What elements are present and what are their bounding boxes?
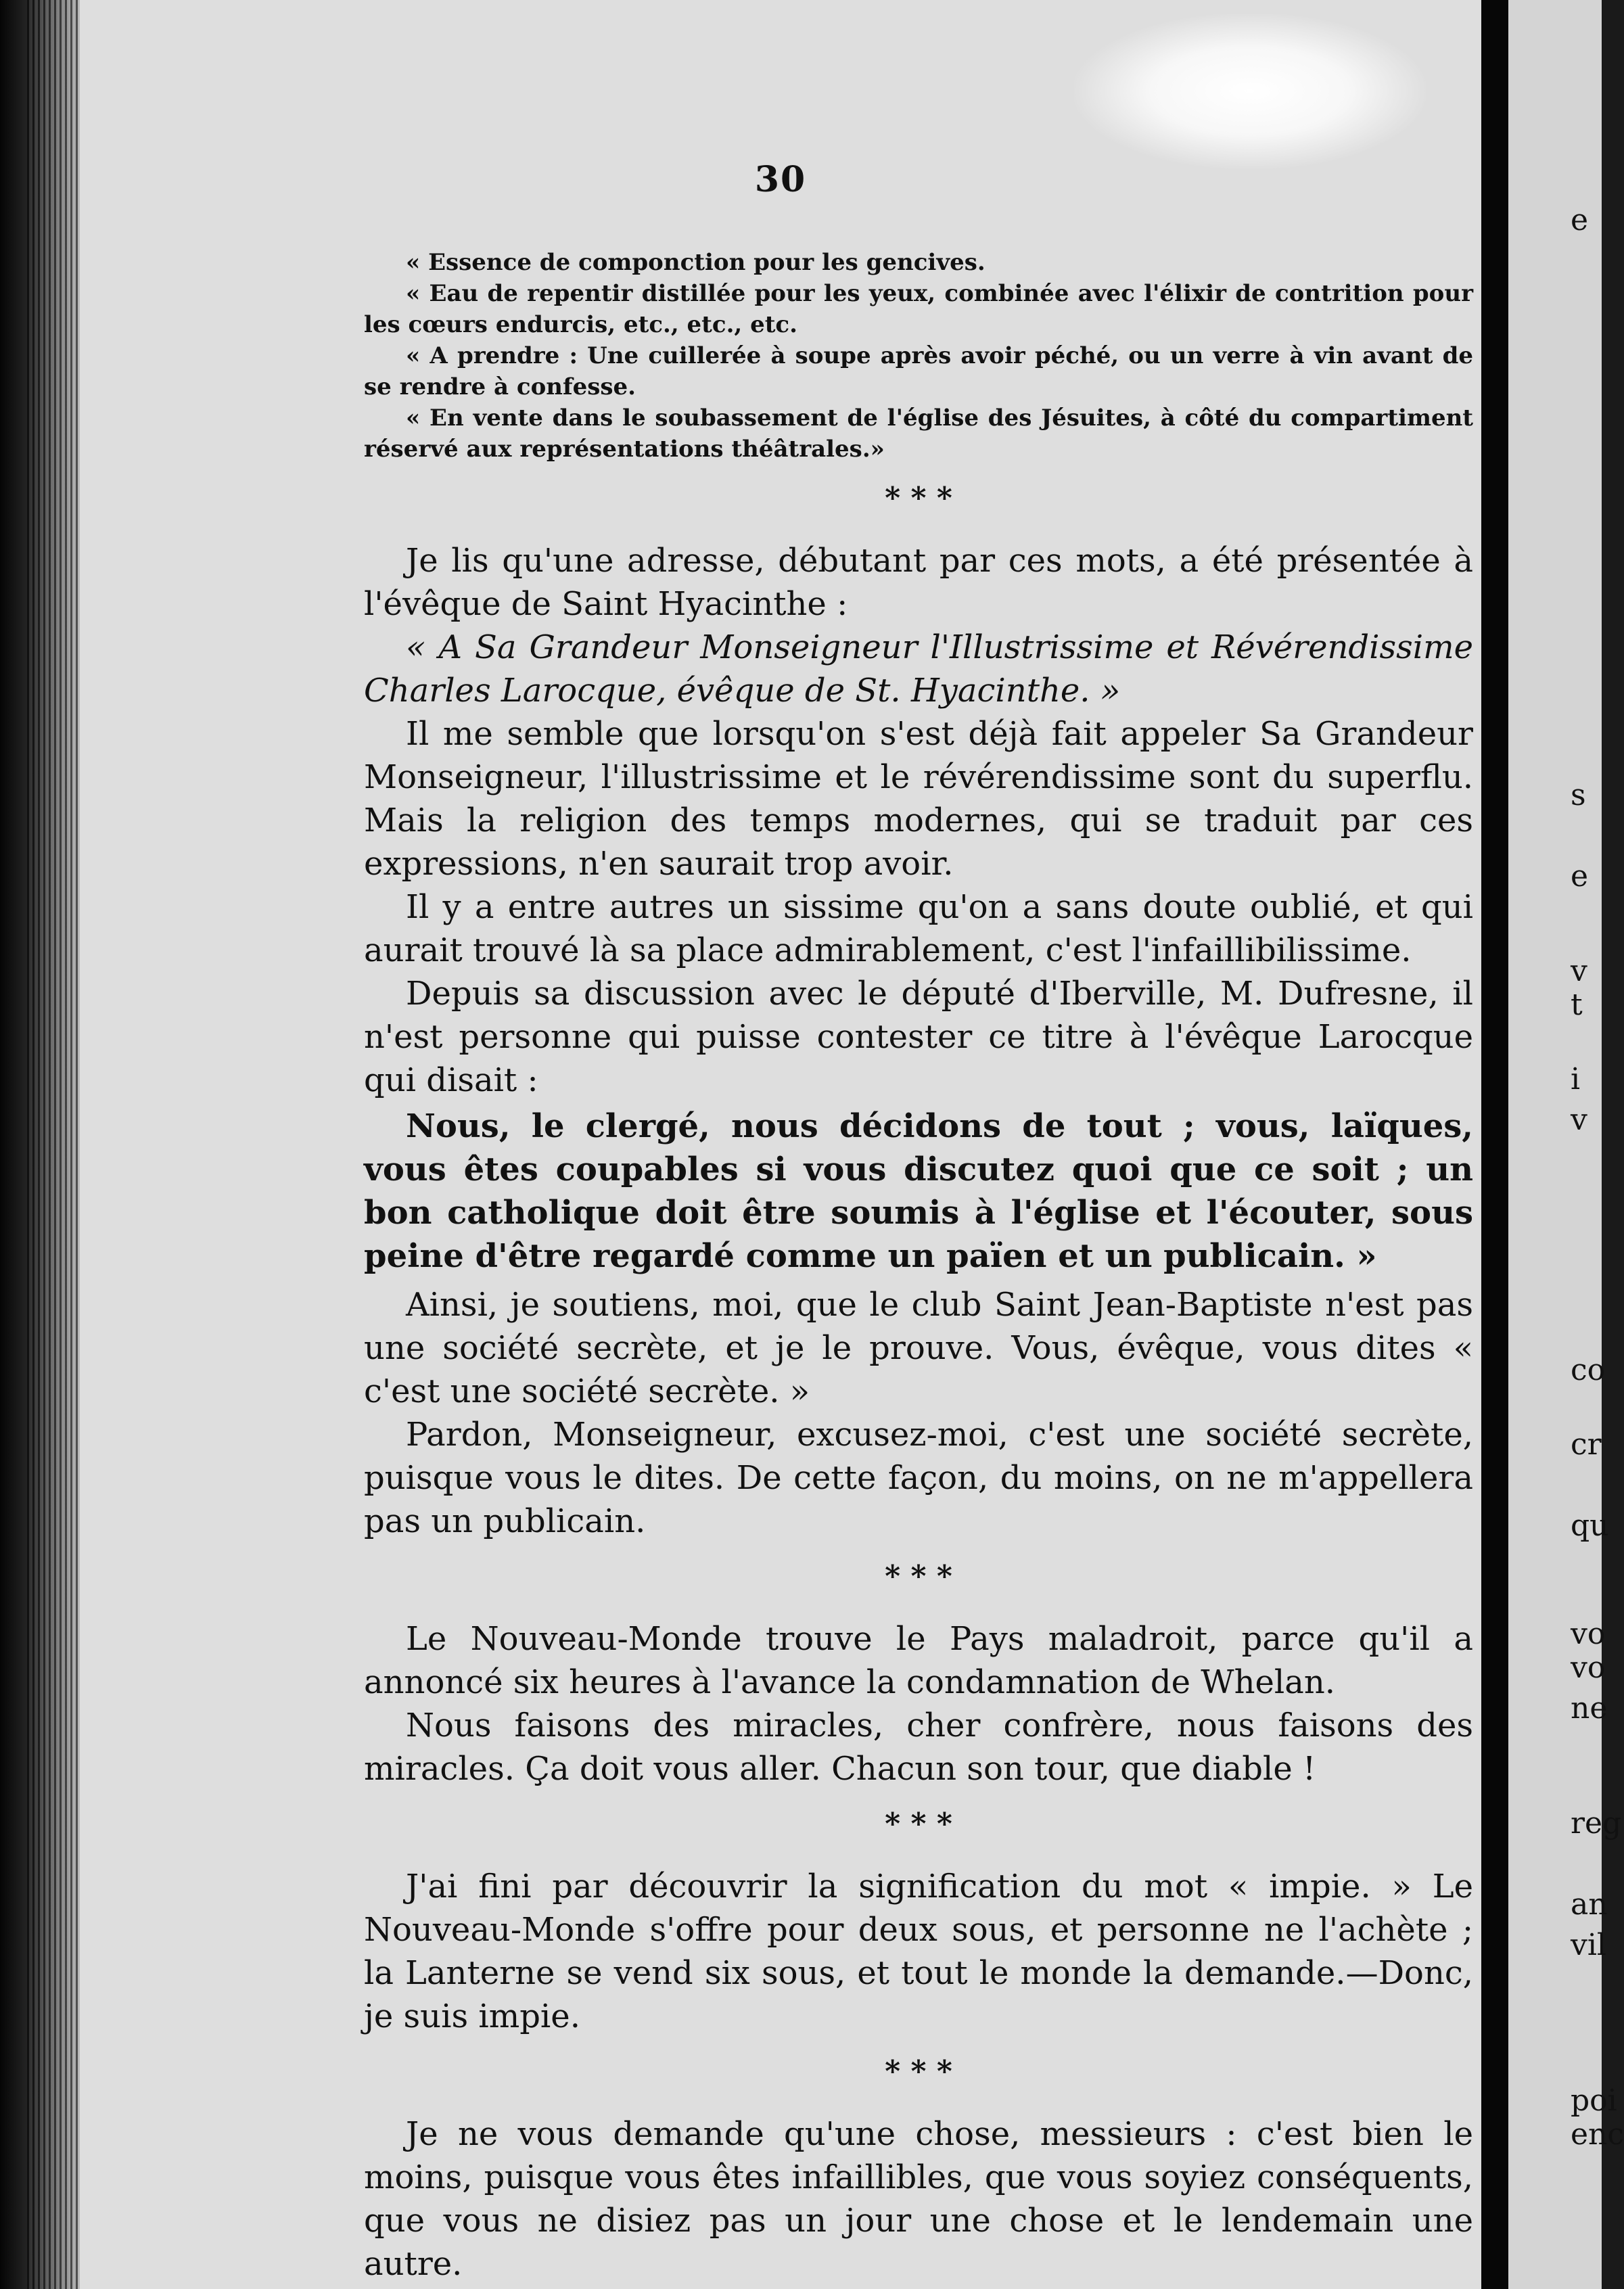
fragment: poi	[1571, 2083, 1617, 2118]
fragment: ne	[1571, 1691, 1608, 1726]
section-separator: * * *	[885, 481, 952, 515]
page-content	[364, 247, 1473, 2286]
section-2	[364, 1617, 1473, 1790]
fragment: vil	[1571, 1928, 1607, 1962]
fragment: e	[1571, 203, 1589, 237]
advertisement-text	[364, 247, 1473, 465]
paragraph: Depuis sa discussion avec le député d'Iberville, M. Dufresne, il n'est personne qui puisse contester ce titre à l'évêque Larocque qui disait :	[364, 975, 1473, 1099]
facing-page-text-fragments	[1571, 0, 1624, 2289]
fragment: co	[1571, 1353, 1606, 1387]
paragraph: Pardon, Monseigneur, excusez-moi, c'est une société secrète, puisque vous le dites. De cette façon, du moins, on ne m'appellera pas un publicain.	[364, 1416, 1473, 1540]
book-page	[80, 0, 1481, 2289]
paragraph: Je ne vous demande qu'une chose, messieurs : c'est bien le moins, puisque vous êtes infaillibles, que vous soyiez conséquents, que vous ne disiez pas un jour une chose et le lendemain une autre.	[364, 2115, 1473, 2283]
fragment: e	[1571, 859, 1589, 894]
section-separator: * * *	[885, 1807, 952, 1841]
book-spine	[0, 0, 81, 2289]
paragraph: J'ai fini par découvrir la signification du mot « impie. » Le Nouveau-Monde s'offre pour deux sous, et personne ne l'achète ; la Lanterne se vend six sous, et tout le monde la demande.—Donc, je suis impie.	[364, 1868, 1473, 2035]
paragraph: Il y a entre autres un sissime qu'on a sans doute oublié, et qui aurait trouvé là sa place admirablement, c'est l'infaillibilissime.	[364, 888, 1473, 969]
fragment: reg	[1571, 1806, 1622, 1841]
fragment: cr	[1571, 1427, 1602, 1462]
page-gutter	[1481, 0, 1508, 2289]
fragment: qu	[1571, 1508, 1609, 1543]
ad-line: « Essence de componction pour les gencives.	[406, 249, 985, 276]
fragment: t	[1571, 988, 1583, 1022]
fragment: an	[1571, 1887, 1608, 1922]
fragment: vo	[1571, 1650, 1606, 1685]
ad-line: « A prendre : Une cuillerée à soupe après avoir péché, ou un verre à vin avant de se rendre à confesse.	[364, 342, 1473, 400]
fragment: s	[1571, 778, 1586, 812]
fragment: v	[1571, 1103, 1587, 1137]
fragment: v	[1571, 954, 1587, 988]
fragment: vo	[1571, 1617, 1606, 1651]
address-quote: « A Sa Grandeur Monseigneur l'Illustrissime et Révérendissime Charles Larocque, évêque de St. Hyacinthe. »	[364, 628, 1473, 710]
ad-line: « En vente dans le soubassement de l'église des Jésuites, à côté du compartiment réservé aux représentations théâtrales.»	[364, 404, 1473, 463]
section-4	[364, 2112, 1473, 2286]
fragment: enc	[1571, 2117, 1624, 2152]
paragraph: Ainsi, je soutiens, moi, que le club Saint Jean-Baptiste n'est pas une société secrète, et je le prouve. Vous, évêque, vous dites « c'est une société secrète. »	[364, 1286, 1473, 1410]
paragraph: Je lis qu'une adresse, débutant par ces mots, a été présentée à l'évêque de Saint Hyacinthe :	[364, 542, 1473, 623]
paragraph: Le Nouveau-Monde trouve le Pays maladroit, parce qu'il a annoncé six heures à l'avance la condamnation de Whelan.	[364, 1620, 1473, 1701]
section-3	[364, 1865, 1473, 2038]
page-edges	[27, 0, 81, 2289]
section-separator: * * *	[885, 1559, 952, 1594]
paper-stain	[1074, 14, 1426, 169]
ad-line: « Eau de repentir distillée pour les yeux, combinée avec l'élixir de contrition pour les cœurs endurcis, etc., etc., etc.	[364, 280, 1473, 338]
paragraph: Nous faisons des miracles, cher confrère, nous faisons des miracles. Ça doit vous aller. Chacun son tour, que diable !	[364, 1707, 1473, 1788]
bishop-quote: Nous, le clergé, nous décidons de tout ; vous, laïques, vous êtes coupables si vous discutez quoi que ce soit ; un bon catholique doit être soumis à l'église et l'écouter, sous peine d'être regardé comme un païen et un publicain. »	[364, 1107, 1473, 1275]
fragment: i	[1571, 1062, 1581, 1096]
section-1	[364, 539, 1473, 1543]
paragraph: Il me semble que lorsqu'on s'est déjà fait appeler Sa Grandeur Monseigneur, l'illustrissime et le révérendissime sont du superflu. Mais la religion des temps modernes, qui se traduit par ces expressions, n'en saurait trop avoir.	[364, 715, 1473, 883]
page-number: 30	[754, 159, 807, 200]
section-separator: * * *	[885, 2054, 952, 2089]
